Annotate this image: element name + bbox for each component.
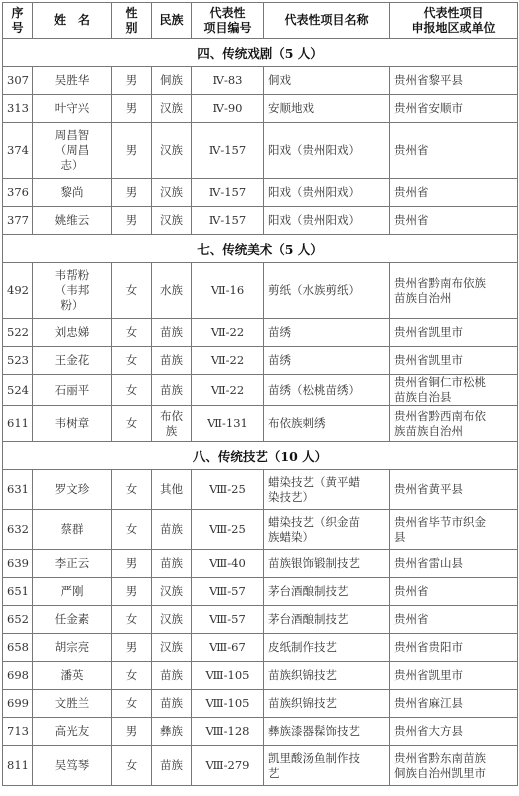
section-title: 四、传统戏剧（5 人） bbox=[3, 39, 518, 67]
section-title: 八、传统技艺（10 人） bbox=[3, 442, 518, 470]
table-row bbox=[3, 263, 518, 319]
cell-serial: 374 bbox=[3, 123, 33, 179]
cell-serial: 699 bbox=[3, 690, 33, 718]
header-row bbox=[3, 3, 518, 39]
col-header-serial: 序 号 bbox=[3, 3, 33, 39]
cell-region: 贵州省大方县 bbox=[390, 718, 518, 746]
col-header-gender: 性 别 bbox=[112, 3, 152, 39]
cell-ethnicity: 汉族 bbox=[152, 207, 192, 235]
cell-item-name: 苗族织锦技艺 bbox=[264, 662, 390, 690]
cell-item-name: 阳戏（贵州阳戏） bbox=[264, 179, 390, 207]
cell-region: 贵州省黔东南苗族 侗族自治州凯里市 bbox=[390, 746, 518, 786]
cell-name: 文胜兰 bbox=[33, 690, 112, 718]
cell-serial: 651 bbox=[3, 578, 33, 606]
cell-item-code: Ⅶ-131 bbox=[192, 406, 264, 442]
cell-ethnicity: 汉族 bbox=[152, 606, 192, 634]
section-header-row bbox=[3, 442, 518, 470]
cell-gender: 女 bbox=[112, 470, 152, 510]
cell-ethnicity: 布依 族 bbox=[152, 406, 192, 442]
cell-item-name: 茅台酒酿制技艺 bbox=[264, 578, 390, 606]
cell-gender: 女 bbox=[112, 746, 152, 786]
cell-item-code: Ⅳ-157 bbox=[192, 207, 264, 235]
cell-ethnicity: 其他 bbox=[152, 470, 192, 510]
cell-ethnicity: 水族 bbox=[152, 263, 192, 319]
cell-gender: 男 bbox=[112, 95, 152, 123]
table-row bbox=[3, 67, 518, 95]
cell-item-name: 侗戏 bbox=[264, 67, 390, 95]
cell-item-name: 蜡染技艺（黄平蜡 染技艺） bbox=[264, 470, 390, 510]
col-header-item-code: 代表性 项目编号 bbox=[192, 3, 264, 39]
cell-serial: 524 bbox=[3, 375, 33, 406]
cell-gender: 女 bbox=[112, 375, 152, 406]
cell-gender: 男 bbox=[112, 123, 152, 179]
cell-item-name: 苗绣 bbox=[264, 319, 390, 347]
cell-item-code: Ⅷ-25 bbox=[192, 510, 264, 550]
cell-item-name: 苗族织锦技艺 bbox=[264, 690, 390, 718]
table-row bbox=[3, 375, 518, 406]
cell-ethnicity: 汉族 bbox=[152, 578, 192, 606]
cell-gender: 女 bbox=[112, 606, 152, 634]
table-row bbox=[3, 718, 518, 746]
cell-ethnicity: 汉族 bbox=[152, 179, 192, 207]
cell-item-code: Ⅷ-57 bbox=[192, 578, 264, 606]
table-row bbox=[3, 470, 518, 510]
cell-region: 贵州省凯里市 bbox=[390, 319, 518, 347]
cell-item-name: 安顺地戏 bbox=[264, 95, 390, 123]
cell-serial: 631 bbox=[3, 470, 33, 510]
cell-item-name: 茅台酒酿制技艺 bbox=[264, 606, 390, 634]
cell-item-code: Ⅶ-22 bbox=[192, 319, 264, 347]
cell-name: 胡宗亮 bbox=[33, 634, 112, 662]
cell-item-name: 皮纸制作技艺 bbox=[264, 634, 390, 662]
cell-gender: 女 bbox=[112, 347, 152, 375]
section-title: 七、传统美术（5 人） bbox=[3, 235, 518, 263]
table-row bbox=[3, 406, 518, 442]
cell-region: 贵州省 bbox=[390, 179, 518, 207]
cell-serial: 658 bbox=[3, 634, 33, 662]
col-header-ethnicity: 民族 bbox=[152, 3, 192, 39]
cell-name: 姚维云 bbox=[33, 207, 112, 235]
cell-gender: 女 bbox=[112, 263, 152, 319]
table-row bbox=[3, 578, 518, 606]
cell-gender: 男 bbox=[112, 207, 152, 235]
cell-item-name: 苗族银饰锻制技艺 bbox=[264, 550, 390, 578]
table-row bbox=[3, 662, 518, 690]
cell-gender: 男 bbox=[112, 718, 152, 746]
cell-item-code: Ⅷ-279 bbox=[192, 746, 264, 786]
cell-gender: 男 bbox=[112, 67, 152, 95]
cell-item-code: Ⅷ-40 bbox=[192, 550, 264, 578]
cell-ethnicity: 苗族 bbox=[152, 319, 192, 347]
cell-region: 贵州省凯里市 bbox=[390, 347, 518, 375]
cell-name: 石丽平 bbox=[33, 375, 112, 406]
table-row bbox=[3, 690, 518, 718]
cell-serial: 652 bbox=[3, 606, 33, 634]
cell-region: 贵州省黄平县 bbox=[390, 470, 518, 510]
cell-serial: 698 bbox=[3, 662, 33, 690]
table-row bbox=[3, 550, 518, 578]
cell-gender: 女 bbox=[112, 406, 152, 442]
cell-name: 周昌智 （周昌 志） bbox=[33, 123, 112, 179]
table-row bbox=[3, 347, 518, 375]
cell-name: 黎尚 bbox=[33, 179, 112, 207]
cell-item-code: Ⅳ-157 bbox=[192, 179, 264, 207]
cell-gender: 男 bbox=[112, 578, 152, 606]
cell-ethnicity: 苗族 bbox=[152, 662, 192, 690]
cell-gender: 女 bbox=[112, 319, 152, 347]
cell-serial: 611 bbox=[3, 406, 33, 442]
cell-item-name: 布依族刺绣 bbox=[264, 406, 390, 442]
cell-gender: 女 bbox=[112, 690, 152, 718]
cell-item-code: Ⅳ-83 bbox=[192, 67, 264, 95]
cell-name: 王金花 bbox=[33, 347, 112, 375]
cell-region: 贵州省 bbox=[390, 207, 518, 235]
cell-item-code: Ⅳ-157 bbox=[192, 123, 264, 179]
inheritors-table bbox=[2, 2, 518, 786]
cell-serial: 307 bbox=[3, 67, 33, 95]
cell-ethnicity: 苗族 bbox=[152, 347, 192, 375]
cell-name: 吴笃琴 bbox=[33, 746, 112, 786]
cell-serial: 639 bbox=[3, 550, 33, 578]
col-header-item-name: 代表性项目名称 bbox=[264, 3, 390, 39]
cell-item-code: Ⅷ-105 bbox=[192, 690, 264, 718]
section-header-row bbox=[3, 235, 518, 263]
cell-serial: 522 bbox=[3, 319, 33, 347]
cell-region: 贵州省 bbox=[390, 578, 518, 606]
cell-ethnicity: 侗族 bbox=[152, 67, 192, 95]
cell-gender: 男 bbox=[112, 550, 152, 578]
cell-item-name: 苗绣 bbox=[264, 347, 390, 375]
cell-item-name: 阳戏（贵州阳戏） bbox=[264, 207, 390, 235]
cell-item-code: Ⅳ-90 bbox=[192, 95, 264, 123]
cell-region: 贵州省麻江县 bbox=[390, 690, 518, 718]
table-row bbox=[3, 179, 518, 207]
cell-ethnicity: 汉族 bbox=[152, 123, 192, 179]
cell-gender: 女 bbox=[112, 662, 152, 690]
cell-item-code: Ⅷ-105 bbox=[192, 662, 264, 690]
cell-item-code: Ⅶ-16 bbox=[192, 263, 264, 319]
col-header-name: 姓 名 bbox=[33, 3, 112, 39]
cell-item-code: Ⅷ-25 bbox=[192, 470, 264, 510]
table-row bbox=[3, 634, 518, 662]
cell-serial: 632 bbox=[3, 510, 33, 550]
cell-serial: 377 bbox=[3, 207, 33, 235]
cell-item-name: 蜡染技艺（织金苗 族蜡染） bbox=[264, 510, 390, 550]
cell-item-code: Ⅷ-57 bbox=[192, 606, 264, 634]
table-row bbox=[3, 746, 518, 786]
col-header-region: 代表性项目 申报地区或单位 bbox=[390, 3, 518, 39]
cell-gender: 男 bbox=[112, 634, 152, 662]
cell-serial: 523 bbox=[3, 347, 33, 375]
cell-item-name: 彝族漆器髹饰技艺 bbox=[264, 718, 390, 746]
table-row bbox=[3, 319, 518, 347]
cell-region: 贵州省雷山县 bbox=[390, 550, 518, 578]
cell-item-name: 苗绣（松桃苗绣） bbox=[264, 375, 390, 406]
cell-ethnicity: 苗族 bbox=[152, 550, 192, 578]
cell-region: 贵州省安顺市 bbox=[390, 95, 518, 123]
cell-item-code: Ⅶ-22 bbox=[192, 375, 264, 406]
cell-region: 贵州省黎平县 bbox=[390, 67, 518, 95]
cell-ethnicity: 苗族 bbox=[152, 375, 192, 406]
cell-region: 贵州省毕节市织金 县 bbox=[390, 510, 518, 550]
cell-serial: 811 bbox=[3, 746, 33, 786]
table-row bbox=[3, 606, 518, 634]
cell-region: 贵州省 bbox=[390, 606, 518, 634]
table-row bbox=[3, 123, 518, 179]
section-header-row bbox=[3, 39, 518, 67]
cell-name: 韦树章 bbox=[33, 406, 112, 442]
cell-region: 贵州省凯里市 bbox=[390, 662, 518, 690]
cell-name: 吴胜华 bbox=[33, 67, 112, 95]
cell-serial: 313 bbox=[3, 95, 33, 123]
cell-region: 贵州省铜仁市松桃 苗族自治县 bbox=[390, 375, 518, 406]
cell-gender: 男 bbox=[112, 179, 152, 207]
cell-name: 韦帮粉 （韦邦 粉） bbox=[33, 263, 112, 319]
table-body bbox=[3, 39, 518, 786]
cell-region: 贵州省黔南布依族 苗族自治州 bbox=[390, 263, 518, 319]
cell-ethnicity: 汉族 bbox=[152, 634, 192, 662]
cell-region: 贵州省 bbox=[390, 123, 518, 179]
cell-name: 严刚 bbox=[33, 578, 112, 606]
cell-ethnicity: 苗族 bbox=[152, 746, 192, 786]
cell-item-code: Ⅶ-22 bbox=[192, 347, 264, 375]
cell-ethnicity: 苗族 bbox=[152, 690, 192, 718]
cell-item-name: 剪纸（水族剪纸） bbox=[264, 263, 390, 319]
table-row bbox=[3, 207, 518, 235]
table-row bbox=[3, 95, 518, 123]
cell-region: 贵州省贵阳市 bbox=[390, 634, 518, 662]
cell-serial: 376 bbox=[3, 179, 33, 207]
table-row bbox=[3, 510, 518, 550]
cell-ethnicity: 汉族 bbox=[152, 95, 192, 123]
cell-gender: 女 bbox=[112, 510, 152, 550]
cell-item-name: 阳戏（贵州阳戏） bbox=[264, 123, 390, 179]
cell-name: 高光友 bbox=[33, 718, 112, 746]
cell-name: 李正云 bbox=[33, 550, 112, 578]
cell-name: 蔡群 bbox=[33, 510, 112, 550]
cell-name: 潘英 bbox=[33, 662, 112, 690]
cell-serial: 713 bbox=[3, 718, 33, 746]
cell-ethnicity: 彝族 bbox=[152, 718, 192, 746]
cell-name: 任金素 bbox=[33, 606, 112, 634]
cell-item-name: 凯里酸汤鱼制作技 艺 bbox=[264, 746, 390, 786]
cell-ethnicity: 苗族 bbox=[152, 510, 192, 550]
cell-name: 刘忠娣 bbox=[33, 319, 112, 347]
cell-serial: 492 bbox=[3, 263, 33, 319]
cell-region: 贵州省黔西南布依 族苗族自治州 bbox=[390, 406, 518, 442]
cell-item-code: Ⅷ-128 bbox=[192, 718, 264, 746]
cell-name: 叶守兴 bbox=[33, 95, 112, 123]
cell-name: 罗文珍 bbox=[33, 470, 112, 510]
cell-item-code: Ⅷ-67 bbox=[192, 634, 264, 662]
